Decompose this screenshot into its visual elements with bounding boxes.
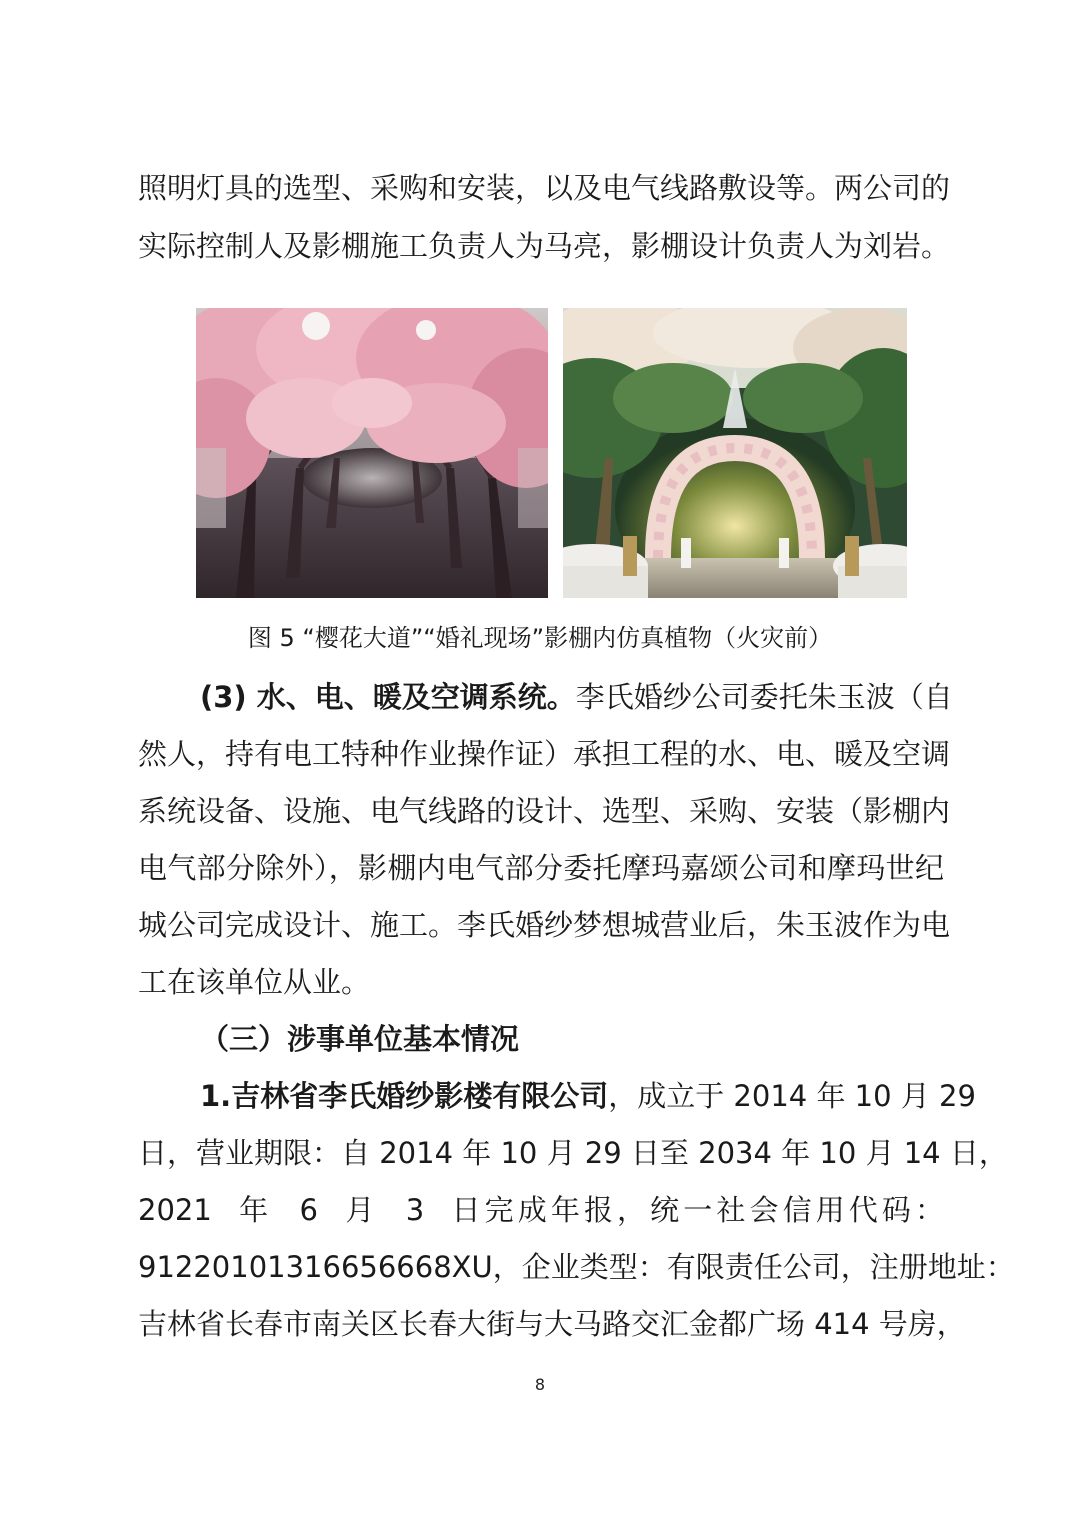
body-text-line: 工在该单位从业。 (138, 965, 371, 999)
company-name: 1.吉林省李氏婚纱影楼有限公司 (200, 1079, 609, 1113)
company-1-first-line (200, 1076, 976, 1116)
body-text-line: 然人，持有电工特种作业操作证）承担工程的水、电、暖及空调 (138, 737, 951, 771)
section-heading: （三）涉事单位基本情况 (200, 1022, 520, 1056)
section-3-first-line (200, 677, 953, 717)
body-text-line: 照明灯具的选型、采购和安装，以及电气线路敷设等。两公司的 (138, 171, 951, 205)
body-text-line: 城公司完成设计、施工。李氏婚纱梦想城营业后，朱玉波作为电 (138, 908, 951, 942)
body-text-line: 91220101316656668XU，企业类型：有限责任公司，注册地址： (138, 1250, 1015, 1284)
body-text-span: ，成立于 2014 年 10 月 29 (608, 1079, 976, 1113)
section-3-heading: (3) 水、电、暖及空调系统。 (200, 680, 576, 714)
figure-caption: 图 5 “樱花大道”“婚礼现场”影棚内仿真植物（火灾前） (247, 624, 833, 652)
wedding-scene-photo (563, 308, 907, 598)
body-text-span: 李氏婚纱公司委托朱玉波（自 (575, 680, 953, 714)
page-number: 8 (534, 1375, 546, 1394)
body-text-line: 实际控制人及影棚施工负责人为马亮，影棚设计负责人为刘岩。 (138, 229, 951, 263)
body-text-line: 日，营业期限：自 2014 年 10 月 29 日至 2034 年 10 月 14 日， (138, 1136, 1008, 1170)
cherry-blossom-avenue-photo (196, 308, 548, 598)
body-text-line: 2021 年 6 月 3 日完成年报，统一社会信用代码： (138, 1193, 944, 1227)
body-text-line: 电气部分除外），影棚内电气部分委托摩玛嘉颂公司和摩玛世纪 (138, 851, 944, 885)
body-text-line: 系统设备、设施、电气线路的设计、选型、采购、安装（影棚内 (138, 794, 951, 828)
body-text-line: 吉林省长春市南关区长春大街与大马路交汇金都广场 414 号房， (138, 1307, 966, 1341)
